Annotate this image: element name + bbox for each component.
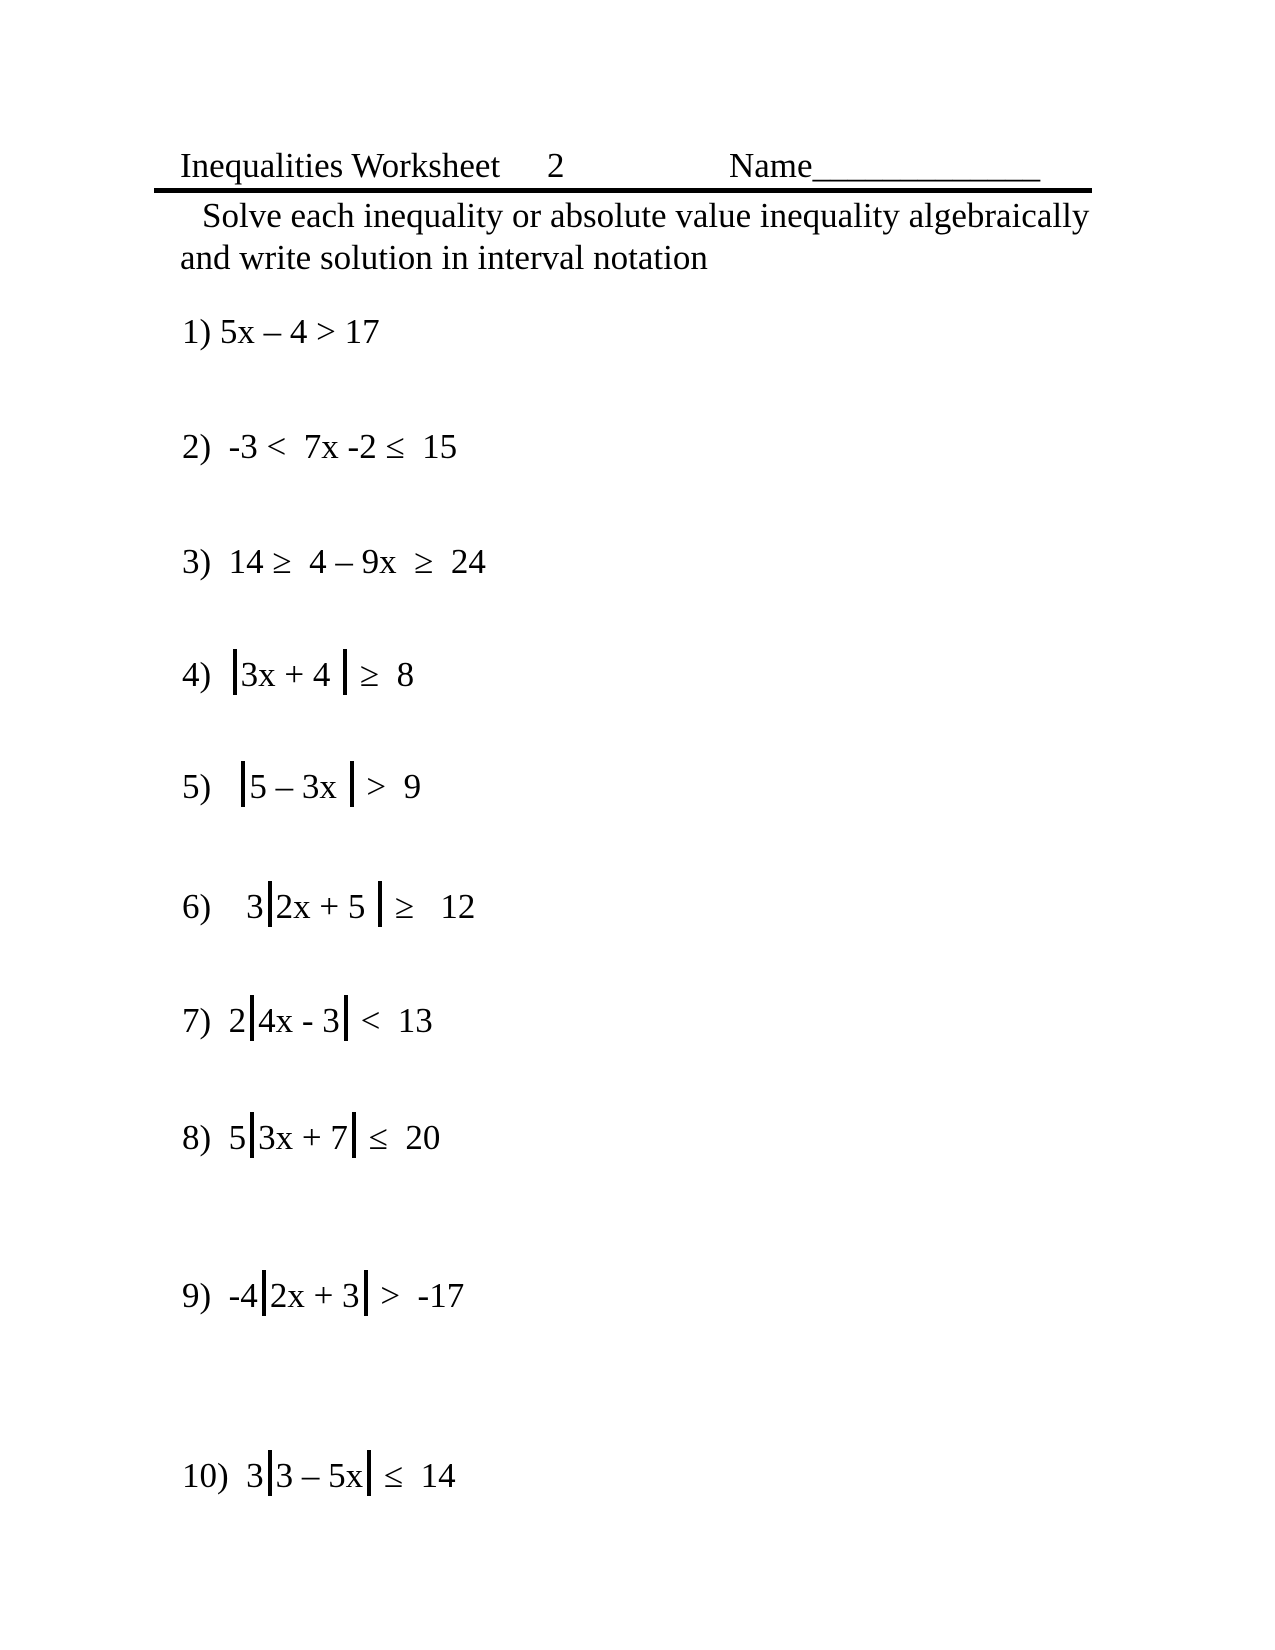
header-divider-rule xyxy=(154,188,1092,193)
absolute-value-bar xyxy=(343,649,347,695)
worksheet-number: 2 xyxy=(547,146,565,185)
problem-10 xyxy=(182,1450,456,1499)
problem-expression: 5 – 3x > 9 xyxy=(211,767,421,806)
problem-expression: 5 3x + 7 ≤ 20 xyxy=(211,1118,440,1157)
absolute-value-bar xyxy=(268,1450,272,1496)
absolute-value-bar xyxy=(250,995,254,1041)
problem-number: 7) xyxy=(182,1001,212,1040)
problem-7 xyxy=(182,995,433,1044)
problem-2 xyxy=(182,424,457,470)
problem-expression: 3 2x + 5 ≥ 12 xyxy=(211,887,475,926)
absolute-value-bar xyxy=(350,761,354,807)
problem-expression: 3x + 4 ≥ 8 xyxy=(211,655,414,694)
problem-number: 9) xyxy=(182,1276,212,1315)
absolute-value-bar xyxy=(344,995,348,1041)
problem-5 xyxy=(182,761,421,810)
problem-number: 4) xyxy=(182,655,212,694)
problem-number: 10) xyxy=(182,1456,229,1495)
problem-6 xyxy=(182,881,475,930)
absolute-value-bar xyxy=(241,761,245,807)
problem-expression: 3 3 – 5x ≤ 14 xyxy=(229,1456,456,1495)
absolute-value-bar xyxy=(367,1450,371,1496)
absolute-value-bar xyxy=(268,881,272,927)
problem-3 xyxy=(182,539,486,585)
absolute-value-bar xyxy=(364,1270,368,1316)
problem-expression: 2 4x - 3 < 13 xyxy=(211,1001,433,1040)
worksheet-title: Inequalities Worksheet xyxy=(180,146,501,185)
name-label: Name xyxy=(729,146,813,185)
problem-number: 5) xyxy=(182,767,212,806)
problem-number: 8) xyxy=(182,1118,212,1157)
problem-expression: -4 2x + 3 > -17 xyxy=(211,1276,464,1315)
problem-8 xyxy=(182,1112,440,1161)
problem-expression: -3 < 7x -2 ≤ 15 xyxy=(211,427,458,466)
problem-number: 6) xyxy=(182,887,212,926)
name-field xyxy=(729,146,1040,186)
absolute-value-bar xyxy=(233,649,237,695)
instructions-line-1: Solve each inequality or absolute value inequality algebraically xyxy=(202,196,1090,235)
problem-number: 3) xyxy=(182,542,212,581)
name-blank-line: _____________ xyxy=(812,146,1041,185)
problem-number: 1) xyxy=(182,312,212,351)
absolute-value-bar xyxy=(352,1112,356,1158)
problem-expression: 5x – 4 > 17 xyxy=(211,312,380,351)
problem-4 xyxy=(182,649,414,698)
absolute-value-bar xyxy=(378,881,382,927)
absolute-value-bar xyxy=(262,1270,266,1316)
absolute-value-bar xyxy=(250,1112,254,1158)
instructions-line-2: and write solution in interval notation xyxy=(180,238,708,277)
problem-1 xyxy=(182,309,380,355)
problem-9 xyxy=(182,1270,464,1319)
problem-number: 2) xyxy=(182,427,212,466)
problem-expression: 14 ≥ 4 – 9x ≥ 24 xyxy=(211,542,486,581)
